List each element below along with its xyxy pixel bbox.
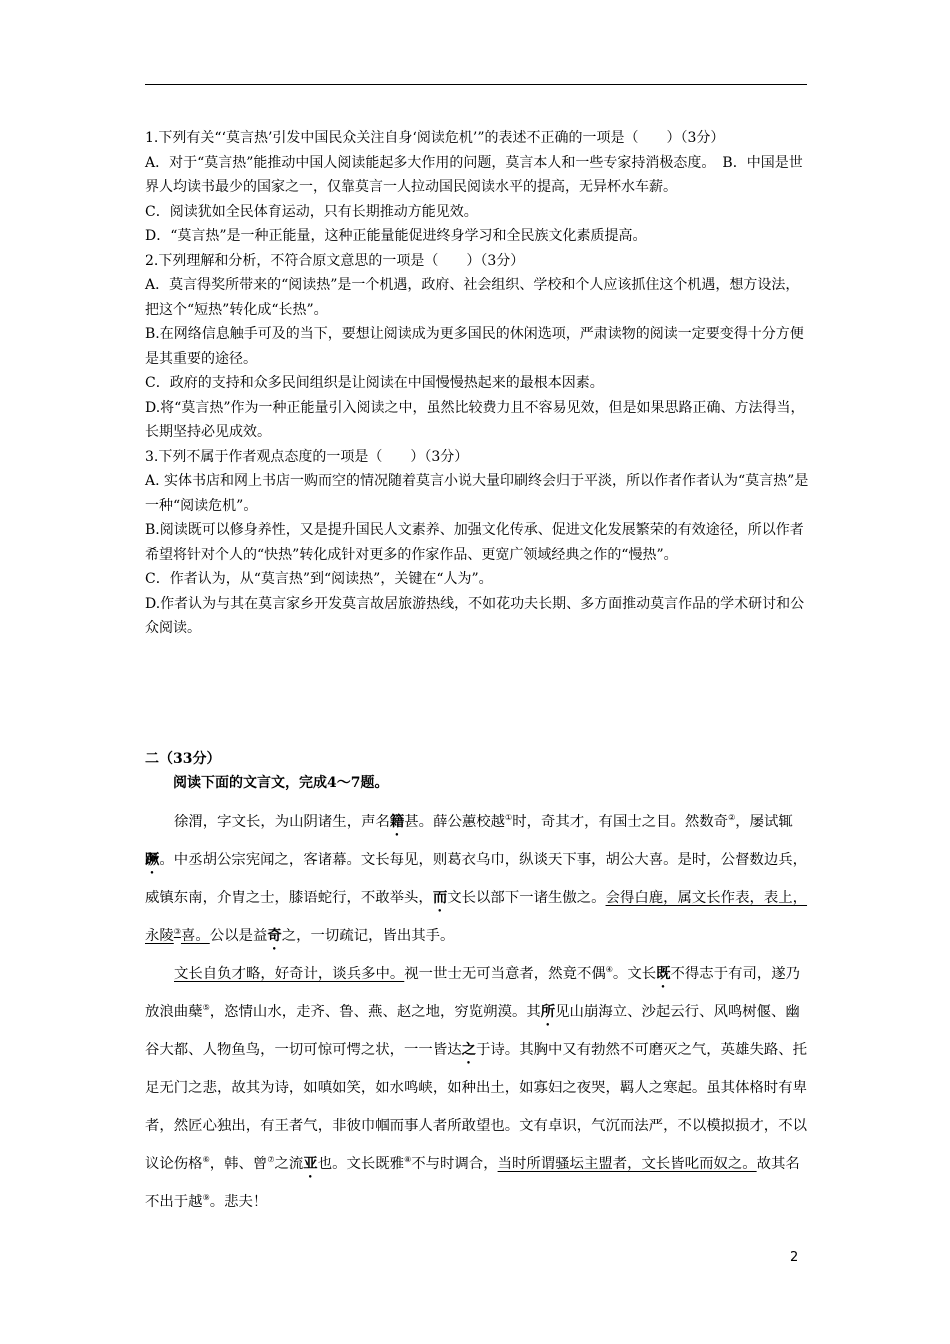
underlined-sentence: 喜。 bbox=[180, 928, 210, 944]
dotted-character: 籍 bbox=[389, 813, 405, 830]
question-3-option-a: A. 实体书店和网上书店一购而空的情况随着莫言小说大量印刷终会归于平淡，所以作者作者认为“莫言热”是一种“阅读危机”。 bbox=[145, 473, 809, 514]
footnote-marker: ⑦ bbox=[267, 1155, 275, 1164]
text-run: 见山崩海立、沙起云行、风鸣树偃、幽谷大都、人物鱼鸟，一切可惊可愕之状，一一皆达 bbox=[145, 1004, 800, 1058]
footnote-marker: ④ bbox=[605, 965, 613, 974]
text-run: 不得志于有司，遂乃放浪曲蘖 bbox=[145, 966, 801, 1020]
footnote-marker: ⑨ bbox=[202, 1193, 210, 1202]
footnote-marker: ⑧ bbox=[404, 1155, 412, 1164]
text-run: 不与时调合， bbox=[411, 1156, 498, 1172]
dotted-character: 所 bbox=[540, 1003, 556, 1020]
text-run: 故其名不出于越 bbox=[145, 1156, 800, 1210]
dotted-character: 之 bbox=[461, 1041, 477, 1058]
header-rule bbox=[145, 84, 807, 85]
question-1-stem: 1.下列有关“‘莫言热’引发中国民众关注自身‘阅读危机’”的表述不正确的一项是（ ）（3分） bbox=[145, 130, 725, 146]
section-2-heading: 二（33分） bbox=[145, 751, 221, 767]
text-run: 甚。薛公蕙校越 bbox=[404, 814, 506, 830]
question-1-option-c: C．阅读犹如全民体育运动，只有长期推动方能见效。 bbox=[145, 203, 478, 220]
text-run: ，恣情山水，走齐、鲁、燕、赵之地，穷览朔漠。其 bbox=[209, 1004, 541, 1020]
footnote-marker: ⑥ bbox=[202, 1155, 210, 1164]
section-2-instruction: 阅读下面的文言文，完成4～7题。 bbox=[173, 775, 389, 791]
text-run: 。文长 bbox=[612, 966, 657, 982]
question-2-option-a: A．莫言得奖所带来的“阅读热”是一个机遇，政府、社会组织、学校和个人应该抓住这个机遇，想方设法，把这个“短热”转化成“长热”。 bbox=[145, 277, 800, 318]
text-run: ，韩、曾 bbox=[209, 1156, 268, 1172]
question-1-option-d: D．“莫言热”是一种正能量，这种正能量能促进终身学习和全民族文化素质提高。 bbox=[145, 228, 647, 244]
classical-chinese-passage bbox=[145, 803, 810, 1221]
text-run: 公以是益 bbox=[209, 928, 268, 944]
footnote-marker: ③ bbox=[173, 927, 181, 936]
footnote-marker: ② bbox=[728, 813, 736, 822]
text-run: 。中丞胡公宗宪闻之，客诸幕。文长每见，则葛衣乌巾，纵谈天下事，胡公大喜。是时，公督数边兵，威镇东南，介胄之士，膝语蛇行，不敢举头， bbox=[145, 852, 807, 906]
text-run: ，屡试辄 bbox=[735, 814, 793, 830]
text-run: 于诗。其胸中又有勃然不可磨灭之气，英雄失路、托足无门之悲，故其为诗，如嗔如笑，如水鸣峡，如种出土，如寡妇之夜哭，羁人之寒起。虽其体格时有卑者，然匠心独出，有王者气，非彼巾帼而事人者所敢望也。文有卓识，气沉而法严，不以模拟损才，不以议论伤格 bbox=[145, 1042, 808, 1172]
footnote-marker: ① bbox=[505, 813, 513, 822]
dotted-character: 奇 bbox=[267, 927, 282, 944]
multiple-choice-questions bbox=[145, 126, 810, 641]
text-run: 之流 bbox=[274, 1156, 304, 1172]
question-2-option-d: D.将“莫言热”作为一种正能量引入阅读之中，虽然比较费力且不容易见效，但是如果思路正确、方法得当，长期坚持必见成效。 bbox=[145, 399, 805, 440]
section-2-header bbox=[145, 747, 810, 795]
text-run: 。悲夫！ bbox=[209, 1194, 268, 1210]
dotted-character: 蹶 bbox=[145, 851, 160, 868]
text-run: 徐渭，字文长，为山阴诸生，声名 bbox=[174, 814, 390, 830]
page-number: 2 bbox=[790, 1250, 799, 1265]
text-run: 之，一切疏记，皆出其手。 bbox=[281, 928, 455, 944]
passage-paragraph-1 bbox=[145, 803, 810, 955]
question-2-option-c: C．政府的支持和众多民间组织是让阅读在中国慢慢热起来的最根本因素。 bbox=[145, 375, 604, 391]
question-3-option-d: D.作者认为与其在莫言家乡开发莫言故居旅游热线，不如花功夫长期、多方面推动莫言作品的学术研讨和公众阅读。 bbox=[145, 595, 805, 636]
dotted-character: 亚 bbox=[303, 1155, 318, 1172]
question-1-option-a-b: A．对于“莫言热”能推动中国人阅读能起多大作用的问题，莫言本人和一些专家持消极态度。 B．中国是世界人均读书最少的国家之一，仅靠莫言一人拉动国民阅读水平的提高，无异杯水车薪。 bbox=[145, 154, 803, 195]
text-run: 也。文长既雅 bbox=[317, 1156, 405, 1172]
question-3-option-b: B.阅读既可以修身养性，又是提升国民人文素养、加强文化传承、促进文化发展繁荣的有效途径，所以作者希望将针对个人的“快热”转化成针对更多的作家作品、更宽广领域经典之作的“慢热”。 bbox=[145, 522, 804, 563]
passage-paragraph-2 bbox=[145, 955, 810, 1221]
question-3-stem: 3.下列不属于作者观点态度的一项是（ ）（3分） bbox=[145, 448, 469, 465]
question-2-stem: 2.下列理解和分析，不符合原文意思的一项是（ ）（3分） bbox=[145, 252, 525, 269]
underlined-sentence: 会得白鹿，属文长作表，表上，永陵 bbox=[145, 890, 808, 944]
footnote-marker: ⑤ bbox=[202, 1003, 210, 1012]
text-run: 文长以部下一诸生傲之。 bbox=[447, 890, 606, 906]
underlined-sentence: 当时所谓骚坛主盟者，文长皆叱而奴之。 bbox=[497, 1156, 757, 1172]
dotted-character: 而 bbox=[432, 889, 448, 906]
underlined-sentence: 文长自负才略，好奇计，谈兵多中。 bbox=[174, 966, 405, 982]
dotted-character: 既 bbox=[656, 965, 671, 982]
question-3-option-c: C．作者认为，从“莫言热”到“阅读热”，关键在“人为”。 bbox=[145, 571, 493, 587]
text-run: 时，奇其才，有国士之目。然数奇 bbox=[512, 814, 729, 830]
question-2-option-b: B.在网络信息触手可及的当下，要想让阅读成为更多国民的休闲选项，严肃读物的阅读一定要变得十分方便是其重要的途径。 bbox=[145, 326, 804, 367]
text-run: 视一世士无可当意者，然竟不偶 bbox=[404, 966, 606, 982]
